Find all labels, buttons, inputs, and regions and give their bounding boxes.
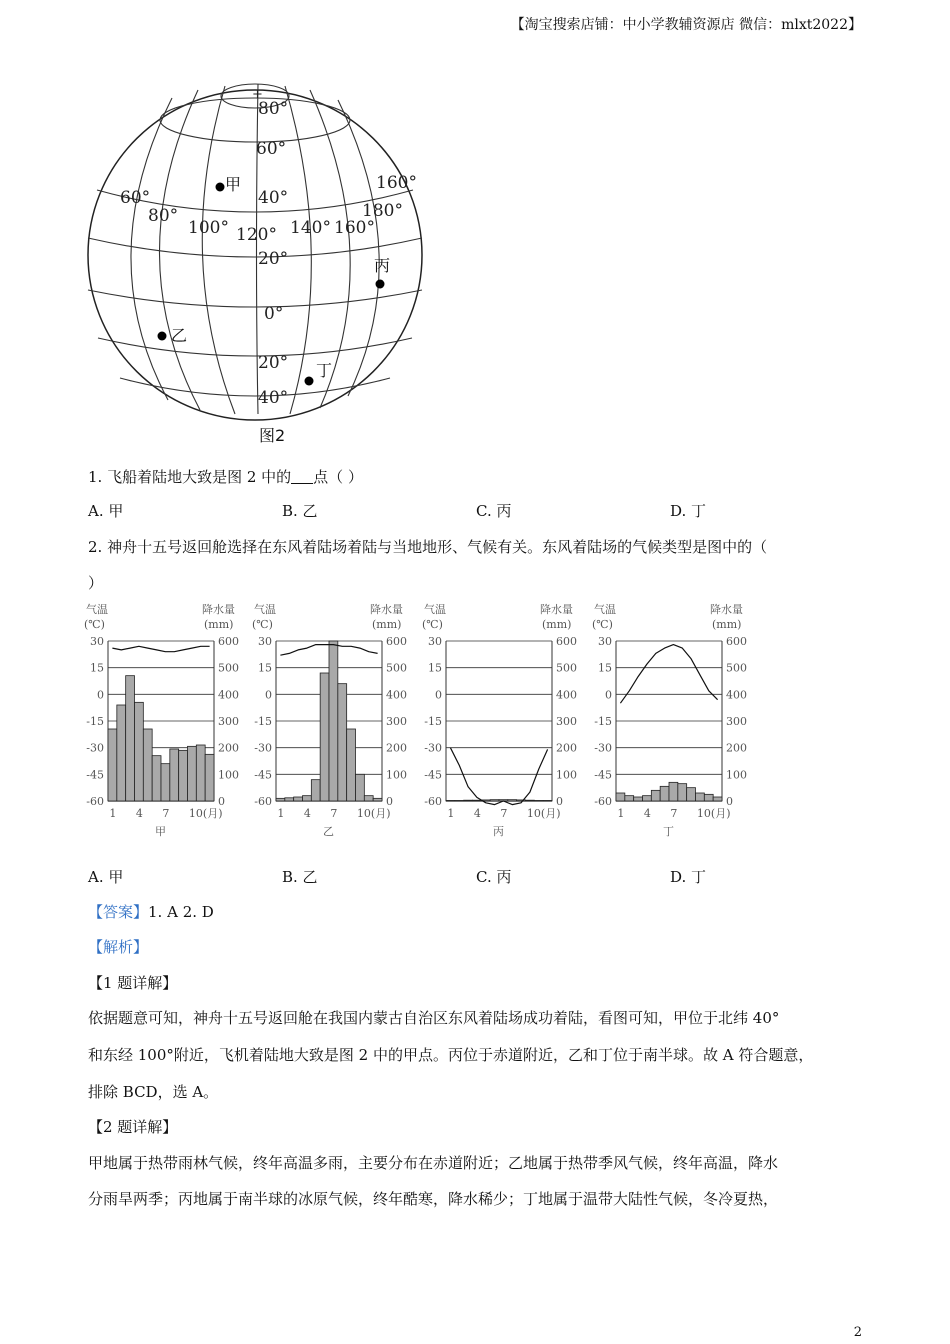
precip-bar [625,796,634,801]
answer-line [88,901,214,922]
q1-option-b: B. 乙 [282,502,318,520]
answer-label: 【答案】 [88,903,149,921]
x-tick-label: 4 [473,807,481,820]
question-1-stem: 1. 飞船着陆地大致是图 2 中的 点（ ） [88,468,363,486]
precip-bar [161,764,170,801]
left-tick-label: -15 [254,715,272,728]
chart-title: 丙 [493,825,504,838]
x-tick-label: 1 [109,807,117,820]
precip-bar [320,673,329,801]
left-tick-label: -60 [86,795,104,808]
x-tick-label: 7 [670,807,678,820]
precip-bar [687,788,696,801]
svg-text:0°: 0° [264,304,284,324]
axis-label-left: 气温 [594,603,616,616]
precip-bar [713,797,722,801]
left-tick-label: -15 [86,715,104,728]
svg-text:160°: 160° [376,173,417,193]
x-tick-label: 1 [617,807,625,820]
right-tick-label: 0 [556,795,563,808]
figure-caption: 图2 [259,426,286,445]
left-tick-label: 0 [605,688,612,702]
axis-label-right-unit: (mm) [712,618,742,631]
precip-bar [704,794,713,801]
x-tick-label: 7 [500,807,508,820]
precip-bar [356,774,365,801]
left-tick-label: -45 [254,768,272,782]
axis-label-left-unit: (℃) [592,618,613,631]
x-tick-label: 7 [330,807,338,820]
question-2-stem-end: ） [88,574,104,592]
detail-1-line: 依据题意可知，神舟十五号返回舱在我国内蒙古自治区东风着陆场成功着陆，看图可知，甲位于北纬 40° [88,1009,780,1027]
axis-label-right-unit: (mm) [542,618,572,631]
x-tick-label: 10(月) [696,807,731,820]
detail-1-title: 【1 题详解】 [88,974,178,992]
svg-text:丙: 丙 [374,256,391,275]
precip-bar [543,800,552,801]
climate-chart-1 [84,600,249,845]
precip-bar [678,784,687,801]
point-yi [158,332,167,341]
chart-title: 丁 [663,825,674,838]
globe-figure [80,78,440,428]
precip-bar [152,756,161,801]
left-tick-label: 30 [258,635,272,648]
x-tick-label: 7 [162,807,170,820]
precip-bar [373,798,382,801]
precip-bar [117,705,126,801]
right-tick-label: 100 [726,768,747,782]
right-tick-label: 300 [556,715,577,728]
left-tick-label: -45 [594,768,612,782]
point-bing [376,280,385,289]
precip-bar [276,798,285,801]
precip-bar [464,800,473,801]
svg-text:+: + [252,87,263,102]
precip-bar [616,793,625,801]
left-tick-label: 30 [90,635,104,648]
axis-label-left: 气温 [86,603,108,616]
right-tick-label: 400 [726,688,747,702]
axis-label-left-unit: (℃) [422,618,443,631]
climate-charts [84,600,764,850]
climate-chart-3 [422,600,587,845]
x-tick-label: 4 [303,807,311,820]
climate-chart-2 [252,600,417,845]
left-tick-label: -15 [424,715,442,728]
right-tick-label: 500 [218,661,239,675]
svg-text:甲: 甲 [225,175,242,194]
precip-bar [329,641,338,801]
right-tick-label: 200 [386,741,407,755]
precip-bar [338,684,347,801]
page-number: 2 [853,1325,862,1340]
x-tick-label: 10(月) [188,807,223,820]
precip-bar [526,800,535,801]
left-tick-label: 15 [90,661,104,675]
precip-bar [651,790,660,801]
precip-bar [508,800,517,801]
right-tick-label: 600 [726,635,747,648]
axis-label-left-unit: (℃) [252,618,273,631]
x-tick-label: 1 [277,807,285,820]
question-2-stem: 2. 神舟十五号返回舱选择在东风着陆场着陆与当地地形、气候有关。东风着陆场的气候类型是图中的（ [88,538,768,556]
left-tick-label: 0 [435,688,442,702]
x-tick-label: 4 [135,807,143,820]
detail-2-line: 分雨旱两季；丙地属于南半球的冰原气候，终年酷寒，降水稀少；丁地属于温带大陆性气候，冬冷夏热， [88,1190,779,1208]
svg-text:40°: 40° [258,188,289,208]
right-tick-label: 300 [386,715,407,728]
precip-bar [455,800,464,801]
right-tick-label: 600 [386,635,407,648]
precip-bar [364,796,373,801]
precip-bar [347,729,356,801]
precip-bar [490,800,499,801]
point-ding [305,377,314,386]
right-tick-label: 200 [218,741,239,755]
page-header: 【淘宝搜索店铺：中小学教辅资源店 微信：mlxt2022】 [510,17,862,33]
svg-text:20°: 20° [258,249,289,269]
right-tick-label: 100 [386,768,407,782]
q1-option-d: D. 丁 [670,502,707,520]
axis-label-left-unit: (℃) [84,618,105,631]
precip-bar [311,780,320,801]
right-tick-label: 300 [726,715,747,728]
x-tick-label: 10(月) [356,807,391,820]
axis-label-right: 降水量 [202,603,235,616]
precip-bar [660,786,669,801]
left-tick-label: 0 [97,688,104,702]
right-tick-label: 0 [218,795,225,808]
chart-title: 乙 [323,825,334,838]
axis-label-right-unit: (mm) [372,618,402,631]
q2-option-a: A. 甲 [88,868,124,886]
svg-text:80°: 80° [148,206,179,226]
climate-chart-4 [592,600,757,845]
answer-text: 1. A 2. D [148,903,214,921]
x-tick-label: 1 [447,807,455,820]
precip-bar [517,800,526,801]
left-tick-label: 30 [598,635,612,648]
x-tick-label: 4 [643,807,651,820]
axis-label-right: 降水量 [540,603,573,616]
temperature-line [112,646,209,651]
precip-bar [696,793,705,801]
left-tick-label: -30 [594,741,612,755]
q2-option-c: C. 丙 [476,868,512,886]
left-tick-label: -60 [254,795,272,808]
globe-lat-labels [256,99,288,408]
svg-text:20°: 20° [258,353,289,373]
q1-option-c: C. 丙 [476,502,512,520]
precip-bar [196,745,205,801]
left-tick-label: -30 [254,741,272,755]
right-tick-label: 100 [218,768,239,782]
precip-bar [669,782,678,801]
left-tick-label: 15 [258,661,272,675]
q2-option-d: D. 丁 [670,868,707,886]
right-tick-label: 0 [386,795,393,808]
svg-text:60°: 60° [256,139,287,159]
precip-bar [534,800,543,801]
axis-label-right-unit: (mm) [204,618,234,631]
detail-2-line: 甲地属于热带雨林气候，终年高温多雨，主要分布在赤道附近；乙地属于热带季风气候，终年高温，降水 [88,1154,779,1172]
precip-bar [179,750,188,801]
svg-text:丁: 丁 [316,361,333,380]
precip-bar [126,676,135,801]
right-tick-label: 500 [386,661,407,675]
axis-label-left: 气温 [254,603,276,616]
left-tick-label: 0 [265,688,272,702]
detail-1-line: 排除 BCD，选 A。 [88,1083,219,1101]
svg-text:60°: 60° [120,188,151,208]
globe-lon-labels [120,173,417,245]
precip-bar [303,796,312,801]
precip-bar [446,800,455,801]
point-jia [216,183,225,192]
precip-bar [135,702,144,801]
axis-label-left: 气温 [424,603,446,616]
chart-title: 甲 [155,825,166,838]
q1-option-a: A. 甲 [88,502,124,520]
svg-text:140°: 140° [290,218,331,238]
svg-text:80°: 80° [258,99,289,119]
precip-bar [643,796,652,801]
left-tick-label: -45 [86,768,104,782]
left-tick-label: -15 [594,715,612,728]
precip-bar [473,800,482,801]
axis-label-right: 降水量 [370,603,403,616]
left-tick-label: -30 [86,741,104,755]
temperature-line [450,748,547,805]
right-tick-label: 400 [218,688,239,702]
precip-bar [143,729,152,801]
left-tick-label: -60 [594,795,612,808]
svg-text:180°: 180° [362,201,403,221]
right-tick-label: 500 [556,661,577,675]
right-tick-label: 100 [556,768,577,782]
left-tick-label: 15 [598,661,612,675]
svg-text:100°: 100° [188,218,229,238]
right-tick-label: 400 [556,688,577,702]
detail-2-title: 【2 题详解】 [88,1118,178,1136]
detail-1-line: 和东经 100°附近，飞机着陆地大致是图 2 中的甲点。丙位于赤道附近，乙和丁位于南半球。故 A 符合题意， [88,1046,814,1064]
right-tick-label: 600 [218,635,239,648]
x-tick-label: 10(月) [526,807,561,820]
analysis-label: 【解析】 [88,938,149,956]
svg-text:160°: 160° [334,218,375,238]
precip-bar [294,797,303,801]
precip-bar [188,746,197,801]
axis-label-right: 降水量 [710,603,743,616]
svg-text:乙: 乙 [171,326,188,345]
left-tick-label: 30 [428,635,442,648]
right-tick-label: 200 [726,741,747,755]
precip-bar [285,798,294,801]
left-tick-label: -30 [424,741,442,755]
right-tick-label: 500 [726,661,747,675]
left-tick-label: -45 [424,768,442,782]
left-tick-label: 15 [428,661,442,675]
right-tick-label: 200 [556,741,577,755]
precip-bar [108,729,117,801]
right-tick-label: 600 [556,635,577,648]
right-tick-label: 400 [386,688,407,702]
q2-option-b: B. 乙 [282,868,318,886]
precip-bar [205,754,214,801]
right-tick-label: 0 [726,795,733,808]
precip-bar [170,749,179,801]
left-tick-label: -60 [424,795,442,808]
right-tick-label: 300 [218,715,239,728]
precip-bar [634,797,643,801]
svg-text:120°: 120° [236,225,277,245]
svg-text:40°: 40° [258,388,289,408]
